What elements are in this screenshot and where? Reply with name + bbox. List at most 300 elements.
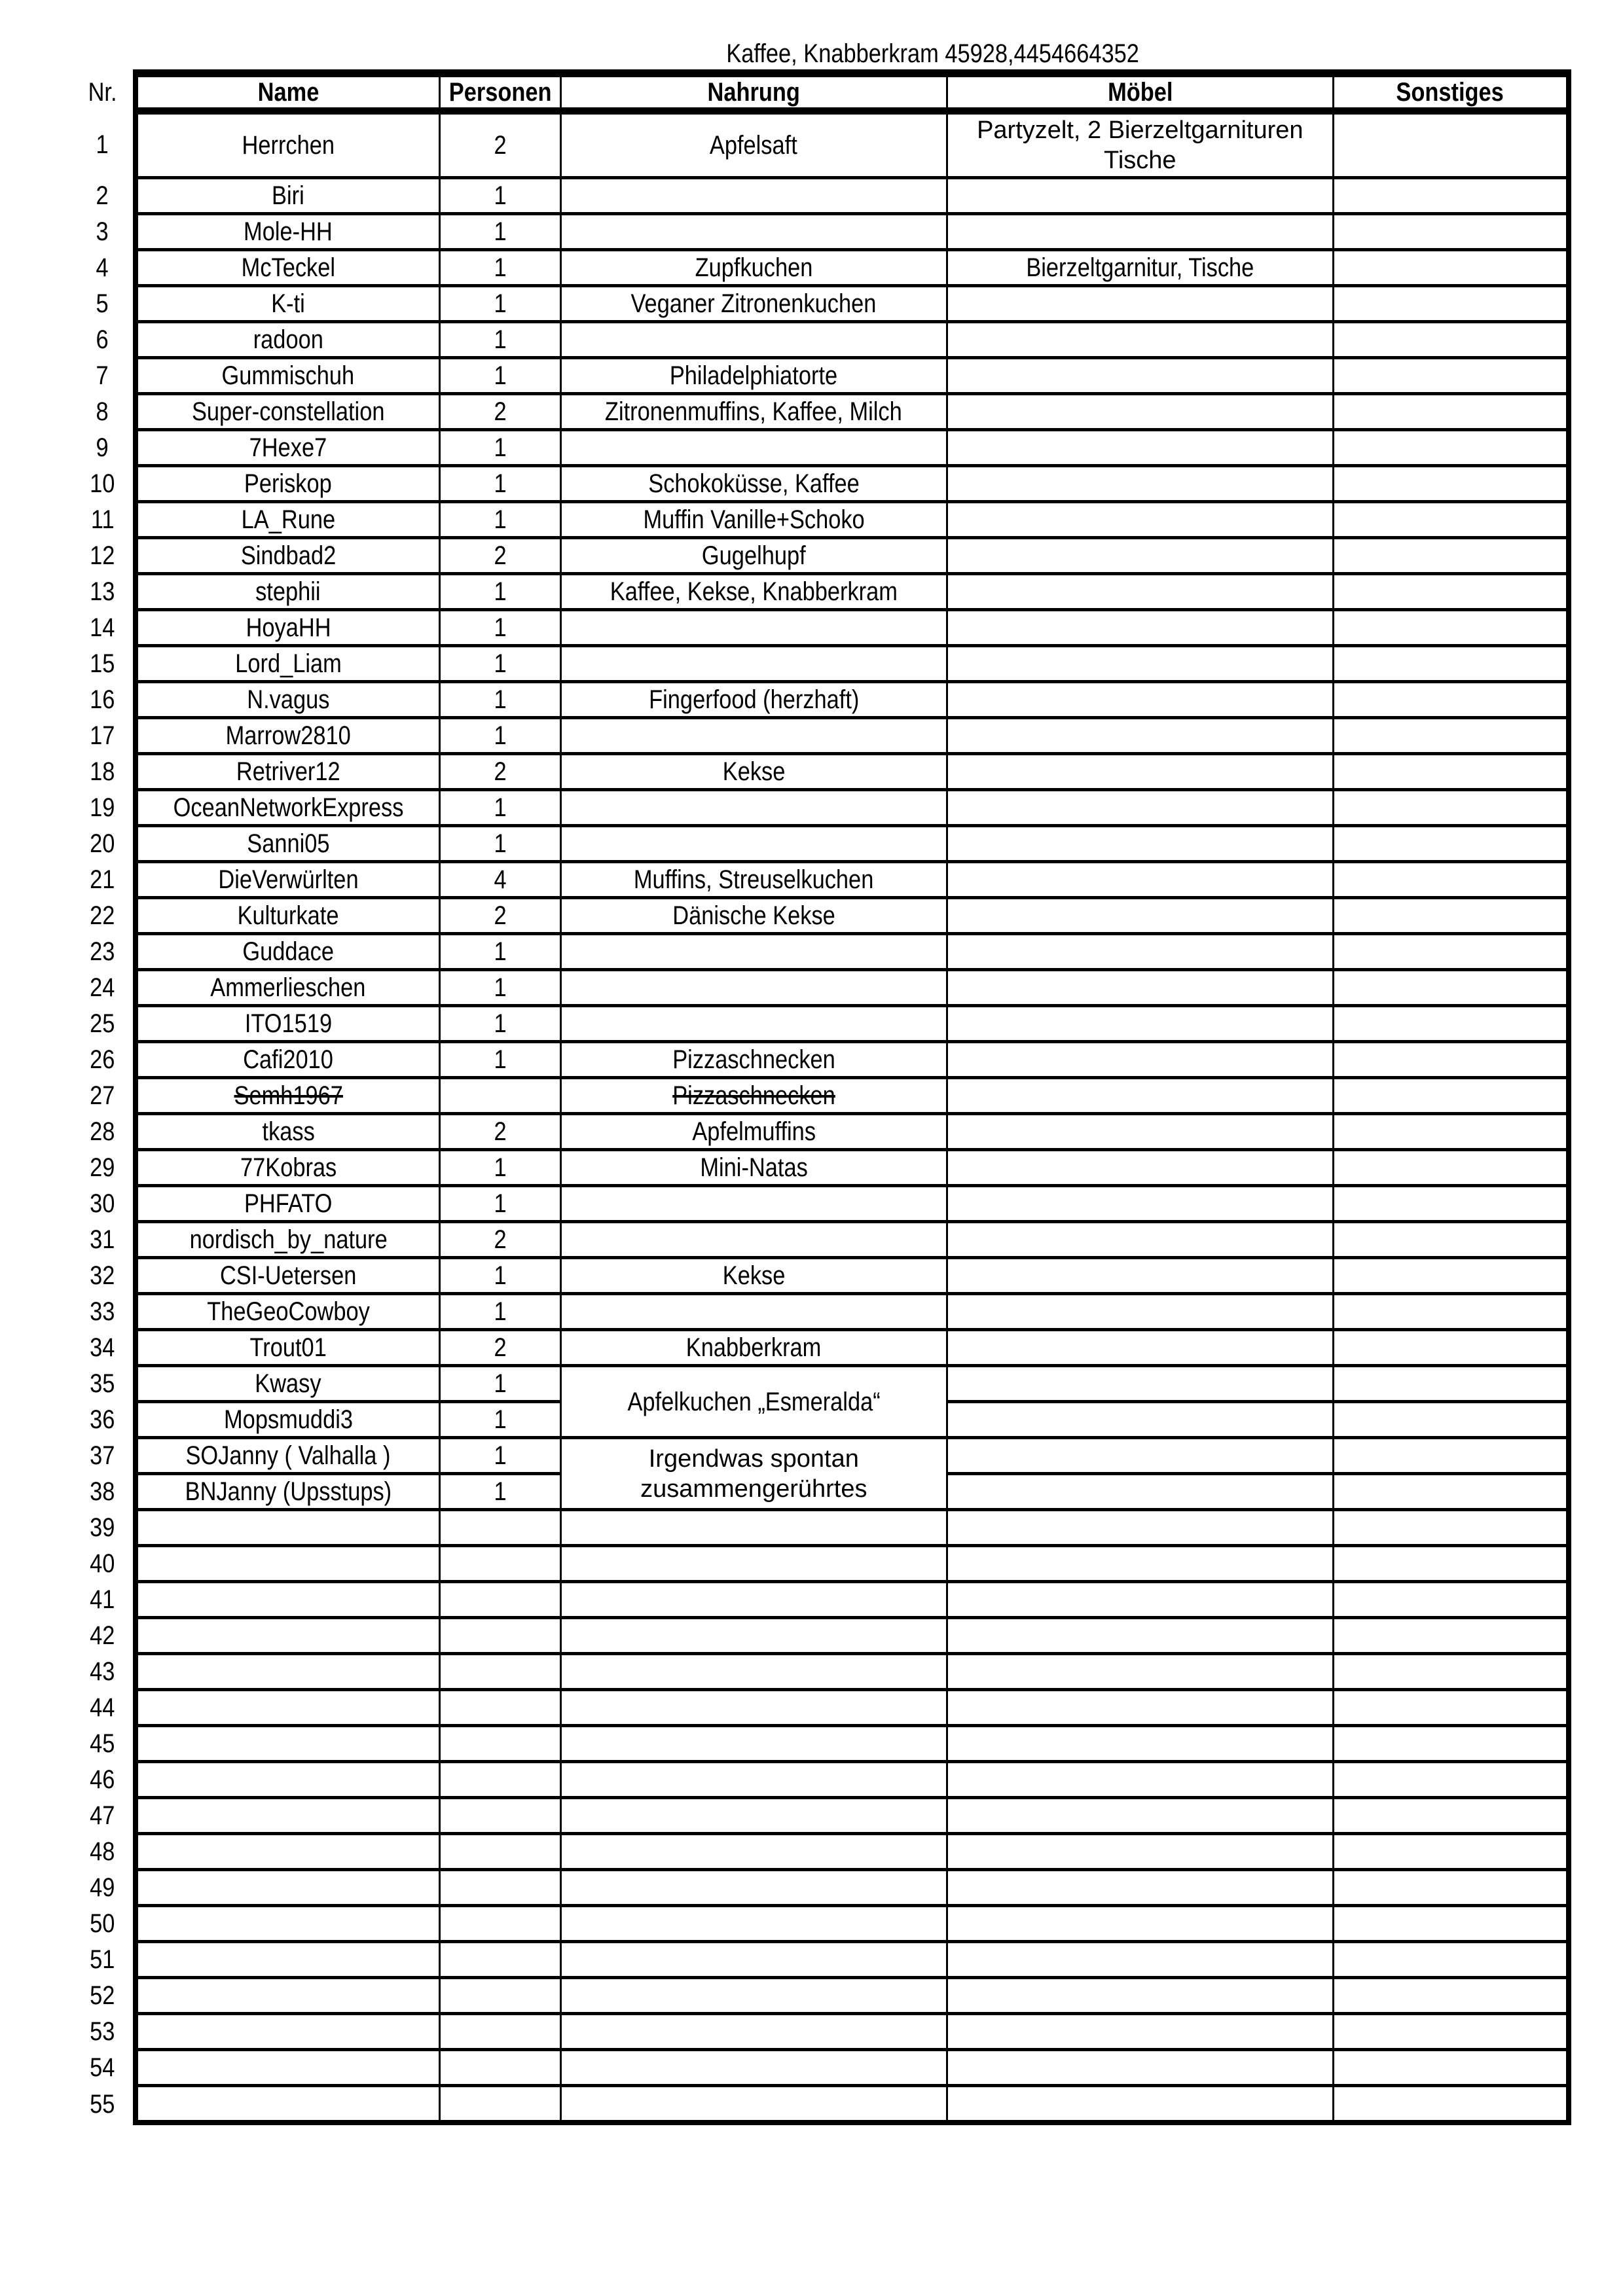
cell-personen [439, 358, 560, 394]
cell-nahrung [560, 862, 947, 898]
cell-nr [72, 1294, 136, 1330]
cell-personen [439, 1510, 560, 1546]
cell-moebel [947, 718, 1333, 754]
cell-nahrung-text: Dänische Kekse [672, 901, 835, 930]
cell-moebel [947, 1582, 1333, 1618]
cell-moebel [947, 1330, 1333, 1366]
cell-nr-text: 22 [90, 901, 115, 930]
cell-sonstiges [1333, 2014, 1569, 2050]
cell-name [136, 394, 439, 430]
cell-moebel [947, 286, 1333, 322]
table-row [72, 682, 1569, 718]
cell-nr-text: 11 [90, 505, 115, 534]
cell-personen-text: 1 [494, 685, 507, 714]
table-row [72, 2050, 1569, 2086]
cell-name-text: stephii [255, 577, 321, 606]
cell-name [136, 1834, 439, 1870]
cell-personen-text: 1 [494, 613, 507, 642]
cell-nr [72, 1546, 136, 1582]
cell-personen-text: 2 [494, 757, 507, 786]
cell-sonstiges [1333, 754, 1569, 790]
cell-nr-text: 36 [90, 1405, 115, 1434]
cell-name [136, 1078, 439, 1114]
cell-nr [72, 1114, 136, 1150]
cell-personen [439, 754, 560, 790]
cell-nahrung-text: Pizzaschnecken [672, 1045, 835, 1074]
table-row [72, 1042, 1569, 1078]
cell-nr-text: 14 [90, 613, 115, 642]
cell-sonstiges [1333, 178, 1569, 214]
cell-sonstiges [1333, 430, 1569, 466]
cell-nr-text: 32 [90, 1261, 115, 1290]
cell-personen-text: 2 [494, 397, 507, 426]
cell-name-text: N.vagus [247, 685, 330, 714]
cell-name [136, 466, 439, 502]
cell-moebel [947, 250, 1333, 286]
cell-nr [72, 178, 136, 214]
cell-sonstiges [1333, 1798, 1569, 1834]
table-row [72, 1294, 1569, 1330]
cell-name-text: Trout01 [249, 1333, 327, 1362]
cell-moebel [947, 2014, 1333, 2050]
table-row [72, 574, 1569, 610]
cell-name [136, 1042, 439, 1078]
cell-name-text: nordisch_by_nature [189, 1225, 388, 1254]
cell-name [136, 538, 439, 574]
cell-name [136, 1582, 439, 1618]
cell-name [136, 1654, 439, 1690]
header-nr [72, 73, 136, 111]
cell-nahrung-text: Veganer Zitronenkuchen [630, 289, 877, 318]
cell-name [136, 1150, 439, 1186]
cell-personen [439, 2086, 560, 2123]
cell-moebel [947, 1258, 1333, 1294]
cell-personen-text: 2 [494, 1117, 507, 1146]
cell-name-text: Guddace [242, 937, 335, 966]
cell-nr [72, 466, 136, 502]
cell-nahrung [560, 934, 947, 970]
cell-name [136, 322, 439, 358]
cell-moebel [947, 898, 1333, 934]
table-row [72, 538, 1569, 574]
cell-nahrung [560, 1618, 947, 1654]
cell-nr [72, 1690, 136, 1726]
cell-sonstiges [1333, 862, 1569, 898]
cell-nr-text: 34 [90, 1333, 115, 1362]
table-row [72, 1654, 1569, 1690]
cell-moebel [947, 178, 1333, 214]
cell-name-text: Sindbad2 [240, 541, 336, 570]
cell-personen [439, 826, 560, 862]
cell-nr-text: 18 [90, 757, 115, 786]
table-row [72, 1366, 1569, 1402]
cell-name [136, 610, 439, 646]
cell-moebel [947, 1546, 1333, 1582]
cell-moebel [947, 1726, 1333, 1762]
cell-personen-text: 1 [494, 1297, 507, 1326]
cell-nr-text: 5 [96, 289, 109, 318]
table-row [72, 1978, 1569, 2014]
cell-nr-text: 33 [90, 1297, 115, 1326]
cell-sonstiges [1333, 1942, 1569, 1978]
cell-name-text: Periskop [244, 469, 333, 498]
cell-nr-text: 45 [90, 1729, 115, 1758]
cell-personen [439, 178, 560, 214]
cell-nr [72, 790, 136, 826]
cell-nr [72, 538, 136, 574]
cell-nahrung [560, 250, 947, 286]
cell-name [136, 1474, 439, 1510]
table-row [72, 250, 1569, 286]
cell-nr [72, 610, 136, 646]
cell-name [136, 1366, 439, 1402]
cell-name [136, 1510, 439, 1546]
cell-nahrung [560, 1366, 947, 1438]
cell-nahrung [560, 1942, 947, 1978]
cell-nr-text: 4 [96, 253, 109, 282]
cell-sonstiges [1333, 1402, 1569, 1438]
cell-nahrung [560, 1690, 947, 1726]
cell-personen [439, 1186, 560, 1222]
cell-personen [439, 1942, 560, 1978]
cell-name [136, 430, 439, 466]
cell-nahrung [560, 1978, 947, 2014]
cell-nr-text: 15 [90, 649, 115, 678]
cell-nr [72, 1186, 136, 1222]
cell-sonstiges [1333, 898, 1569, 934]
cell-nahrung [560, 1294, 947, 1330]
cell-moebel [947, 1078, 1333, 1114]
cell-nahrung [560, 1654, 947, 1690]
cell-personen-text: 4 [494, 865, 507, 894]
cell-nr [72, 1150, 136, 1186]
cell-sonstiges [1333, 1438, 1569, 1474]
table-row [72, 111, 1569, 178]
cell-personen [439, 1726, 560, 1762]
cell-nr [72, 1474, 136, 1510]
cell-moebel [947, 970, 1333, 1006]
cell-nahrung [560, 1870, 947, 1906]
cell-nahrung [560, 970, 947, 1006]
cell-personen-text: 1 [494, 937, 507, 966]
cell-nr [72, 682, 136, 718]
cell-moebel [947, 610, 1333, 646]
cell-nr [72, 394, 136, 430]
sheet-title [655, 38, 1211, 69]
cell-personen [439, 538, 560, 574]
table-row [72, 790, 1569, 826]
cell-personen [439, 1978, 560, 2014]
cell-name-text: Kwasy [255, 1369, 321, 1398]
cell-name-text: Mole-HH [244, 217, 333, 246]
cell-nr-text: 13 [90, 577, 115, 606]
cell-personen [439, 1834, 560, 1870]
cell-name [136, 1114, 439, 1150]
cell-moebel [947, 1006, 1333, 1042]
cell-personen-text: 1 [494, 1369, 507, 1398]
cell-personen-text: 1 [494, 1405, 507, 1434]
cell-nr [72, 826, 136, 862]
cell-name-text: DieVerwürlten [218, 865, 359, 894]
table-row [72, 1078, 1569, 1114]
cell-name-text: Lord_Liam [234, 649, 342, 678]
cell-nahrung [560, 898, 947, 934]
table-row [72, 862, 1569, 898]
cell-personen-text: 1 [494, 289, 507, 318]
cell-nahrung [560, 1186, 947, 1222]
cell-moebel [947, 1150, 1333, 1186]
cell-name [136, 898, 439, 934]
cell-moebel [947, 322, 1333, 358]
cell-nr [72, 286, 136, 322]
cell-nr-text: 16 [90, 685, 115, 714]
table-row [72, 466, 1569, 502]
cell-moebel [947, 394, 1333, 430]
cell-personen-text: 1 [494, 505, 507, 534]
cell-nahrung-text: Kekse [722, 1261, 786, 1290]
cell-personen [439, 898, 560, 934]
table-row [72, 1942, 1569, 1978]
cell-nr-text: 52 [90, 1981, 115, 2010]
cell-name [136, 1726, 439, 1762]
cell-nr-text: 25 [90, 1009, 115, 1038]
cell-moebel [947, 790, 1333, 826]
cell-personen [439, 1294, 560, 1330]
cell-nahrung [560, 1834, 947, 1870]
cell-nr [72, 970, 136, 1006]
cell-nahrung [560, 790, 947, 826]
cell-personen [439, 250, 560, 286]
cell-sonstiges [1333, 1042, 1569, 1078]
cell-personen [439, 1690, 560, 1726]
cell-nahrung [560, 1330, 947, 1366]
cell-nr-text: 35 [90, 1369, 115, 1398]
cell-nahrung [560, 2086, 947, 2123]
table-row [72, 1546, 1569, 1582]
cell-personen [439, 1438, 560, 1474]
cell-personen-text: 1 [494, 1189, 507, 1218]
table-row [72, 1330, 1569, 1366]
cell-name-text: Ammerlieschen [210, 973, 366, 1002]
cell-personen [439, 1042, 560, 1078]
cell-nahrung-text: Knabberkram [686, 1333, 822, 1362]
cell-personen [439, 1582, 560, 1618]
cell-nahrung-text: Apfelsaft [710, 131, 798, 160]
cell-nr [72, 1762, 136, 1798]
cell-personen [439, 610, 560, 646]
cell-personen-text: 2 [494, 901, 507, 930]
table-row [72, 610, 1569, 646]
cell-name [136, 2050, 439, 2086]
cell-sonstiges [1333, 286, 1569, 322]
cell-personen-text: 1 [494, 721, 507, 750]
cell-nahrung [560, 394, 947, 430]
cell-personen-text: 1 [494, 253, 507, 282]
cell-nahrung [560, 1222, 947, 1258]
cell-sonstiges [1333, 1294, 1569, 1330]
cell-moebel [947, 1618, 1333, 1654]
cell-nahrung-text: Apfelkuchen „Esmeralda“ [627, 1387, 881, 1416]
header-row [72, 73, 1569, 111]
cell-nr-text: 31 [90, 1225, 115, 1254]
cell-name [136, 1546, 439, 1582]
cell-nr [72, 862, 136, 898]
cell-personen [439, 1762, 560, 1798]
cell-personen [439, 574, 560, 610]
cell-name-text: K-ti [271, 289, 306, 318]
cell-nr [72, 2086, 136, 2123]
table-row [72, 934, 1569, 970]
cell-nr [72, 1510, 136, 1546]
cell-nr-text: 49 [90, 1873, 115, 1902]
cell-name-text: HoyaHH [246, 613, 331, 642]
cell-sonstiges [1333, 934, 1569, 970]
table-row [72, 1582, 1569, 1618]
cell-sonstiges [1333, 610, 1569, 646]
cell-sonstiges [1333, 1906, 1569, 1942]
cell-nahrung [560, 1906, 947, 1942]
cell-nahrung [560, 718, 947, 754]
cell-moebel [947, 1978, 1333, 2014]
cell-personen [439, 2050, 560, 2086]
cell-moebel [947, 934, 1333, 970]
cell-name-text: 77Kobras [240, 1153, 337, 1182]
cell-nahrung [560, 214, 947, 250]
cell-nr [72, 1042, 136, 1078]
cell-name [136, 111, 439, 178]
cell-moebel [947, 826, 1333, 862]
table-row [72, 2086, 1569, 2123]
cell-nahrung [560, 502, 947, 538]
table-row [72, 394, 1569, 430]
header-name [136, 73, 439, 111]
cell-nr-text: 7 [96, 361, 109, 390]
cell-moebel [947, 214, 1333, 250]
cell-moebel [947, 1366, 1333, 1402]
cell-sonstiges [1333, 1186, 1569, 1222]
cell-nr [72, 574, 136, 610]
cell-personen [439, 790, 560, 826]
cell-personen [439, 970, 560, 1006]
cell-personen [439, 1258, 560, 1294]
cell-sonstiges [1333, 970, 1569, 1006]
cell-name-text: ITO1519 [244, 1009, 332, 1038]
cell-nahrung-text: Muffins, Streuselkuchen [634, 865, 874, 894]
cell-moebel [947, 538, 1333, 574]
table-row [72, 286, 1569, 322]
cell-nr [72, 430, 136, 466]
cell-nr [72, 1006, 136, 1042]
cell-name [136, 862, 439, 898]
cell-personen-text: 1 [494, 1477, 507, 1506]
cell-sonstiges [1333, 1114, 1569, 1150]
cell-nr-text: 55 [90, 2089, 115, 2119]
cell-name-text: SOJanny ( Valhalla ) [185, 1441, 391, 1470]
cell-name [136, 1870, 439, 1906]
table-row [72, 646, 1569, 682]
cell-nr-text: 46 [90, 1765, 115, 1794]
cell-personen [439, 394, 560, 430]
cell-moebel [947, 1438, 1333, 1474]
cell-nr [72, 898, 136, 934]
cell-nahrung [560, 322, 947, 358]
cell-nahrung-text: Kaffee, Kekse, Knabberkram [610, 577, 898, 606]
table-row [72, 1906, 1569, 1942]
cell-nr-text: 30 [90, 1189, 115, 1218]
table-row [72, 1510, 1569, 1546]
cell-name [136, 718, 439, 754]
cell-name [136, 1618, 439, 1654]
cell-nr-text: 3 [96, 217, 109, 246]
table-row [72, 1186, 1569, 1222]
cell-nr [72, 1834, 136, 1870]
table-row [72, 358, 1569, 394]
cell-name [136, 286, 439, 322]
cell-nr [72, 2014, 136, 2050]
cell-nr-text: 39 [90, 1513, 115, 1542]
table-row [72, 754, 1569, 790]
cell-nr [72, 1618, 136, 1654]
cell-personen-text: 1 [494, 217, 507, 246]
cell-personen [439, 862, 560, 898]
cell-name [136, 1222, 439, 1258]
cell-personen [439, 430, 560, 466]
cell-nr-text: 37 [90, 1441, 115, 1470]
cell-nahrung [560, 1762, 947, 1798]
cell-sonstiges [1333, 1762, 1569, 1798]
header-nahrung [560, 73, 947, 111]
cell-sonstiges [1333, 322, 1569, 358]
cell-personen [439, 1906, 560, 1942]
cell-personen [439, 934, 560, 970]
cell-personen [439, 1366, 560, 1402]
cell-nr [72, 934, 136, 970]
cell-nahrung [560, 1042, 947, 1078]
cell-name [136, 1798, 439, 1834]
cell-nr-text: 53 [90, 2017, 115, 2046]
cell-personen [439, 718, 560, 754]
cell-nahrung-text: Fingerfood (herzhaft) [648, 685, 859, 714]
cell-sonstiges [1333, 646, 1569, 682]
cell-name-text: Kulturkate [237, 901, 339, 930]
cell-moebel [947, 1942, 1333, 1978]
cell-sonstiges [1333, 2050, 1569, 2086]
cell-name [136, 754, 439, 790]
cell-personen [439, 1114, 560, 1150]
cell-nr-text: 42 [90, 1621, 115, 1650]
cell-personen-text: 1 [494, 1045, 507, 1074]
cell-nr [72, 358, 136, 394]
table-row [72, 1438, 1569, 1474]
cell-name [136, 358, 439, 394]
cell-personen [439, 646, 560, 682]
cell-personen [439, 1150, 560, 1186]
cell-sonstiges [1333, 682, 1569, 718]
cell-sonstiges [1333, 1870, 1569, 1906]
cell-name [136, 790, 439, 826]
cell-name [136, 1942, 439, 1978]
cell-nr-text: 20 [90, 829, 115, 858]
cell-nahrung [560, 610, 947, 646]
cell-sonstiges [1333, 1258, 1569, 1294]
cell-nahrung [560, 538, 947, 574]
cell-nr [72, 111, 136, 178]
cell-name [136, 934, 439, 970]
cell-sonstiges [1333, 502, 1569, 538]
cell-moebel [947, 1186, 1333, 1222]
cell-personen-text: 2 [494, 131, 507, 160]
cell-name [136, 178, 439, 214]
